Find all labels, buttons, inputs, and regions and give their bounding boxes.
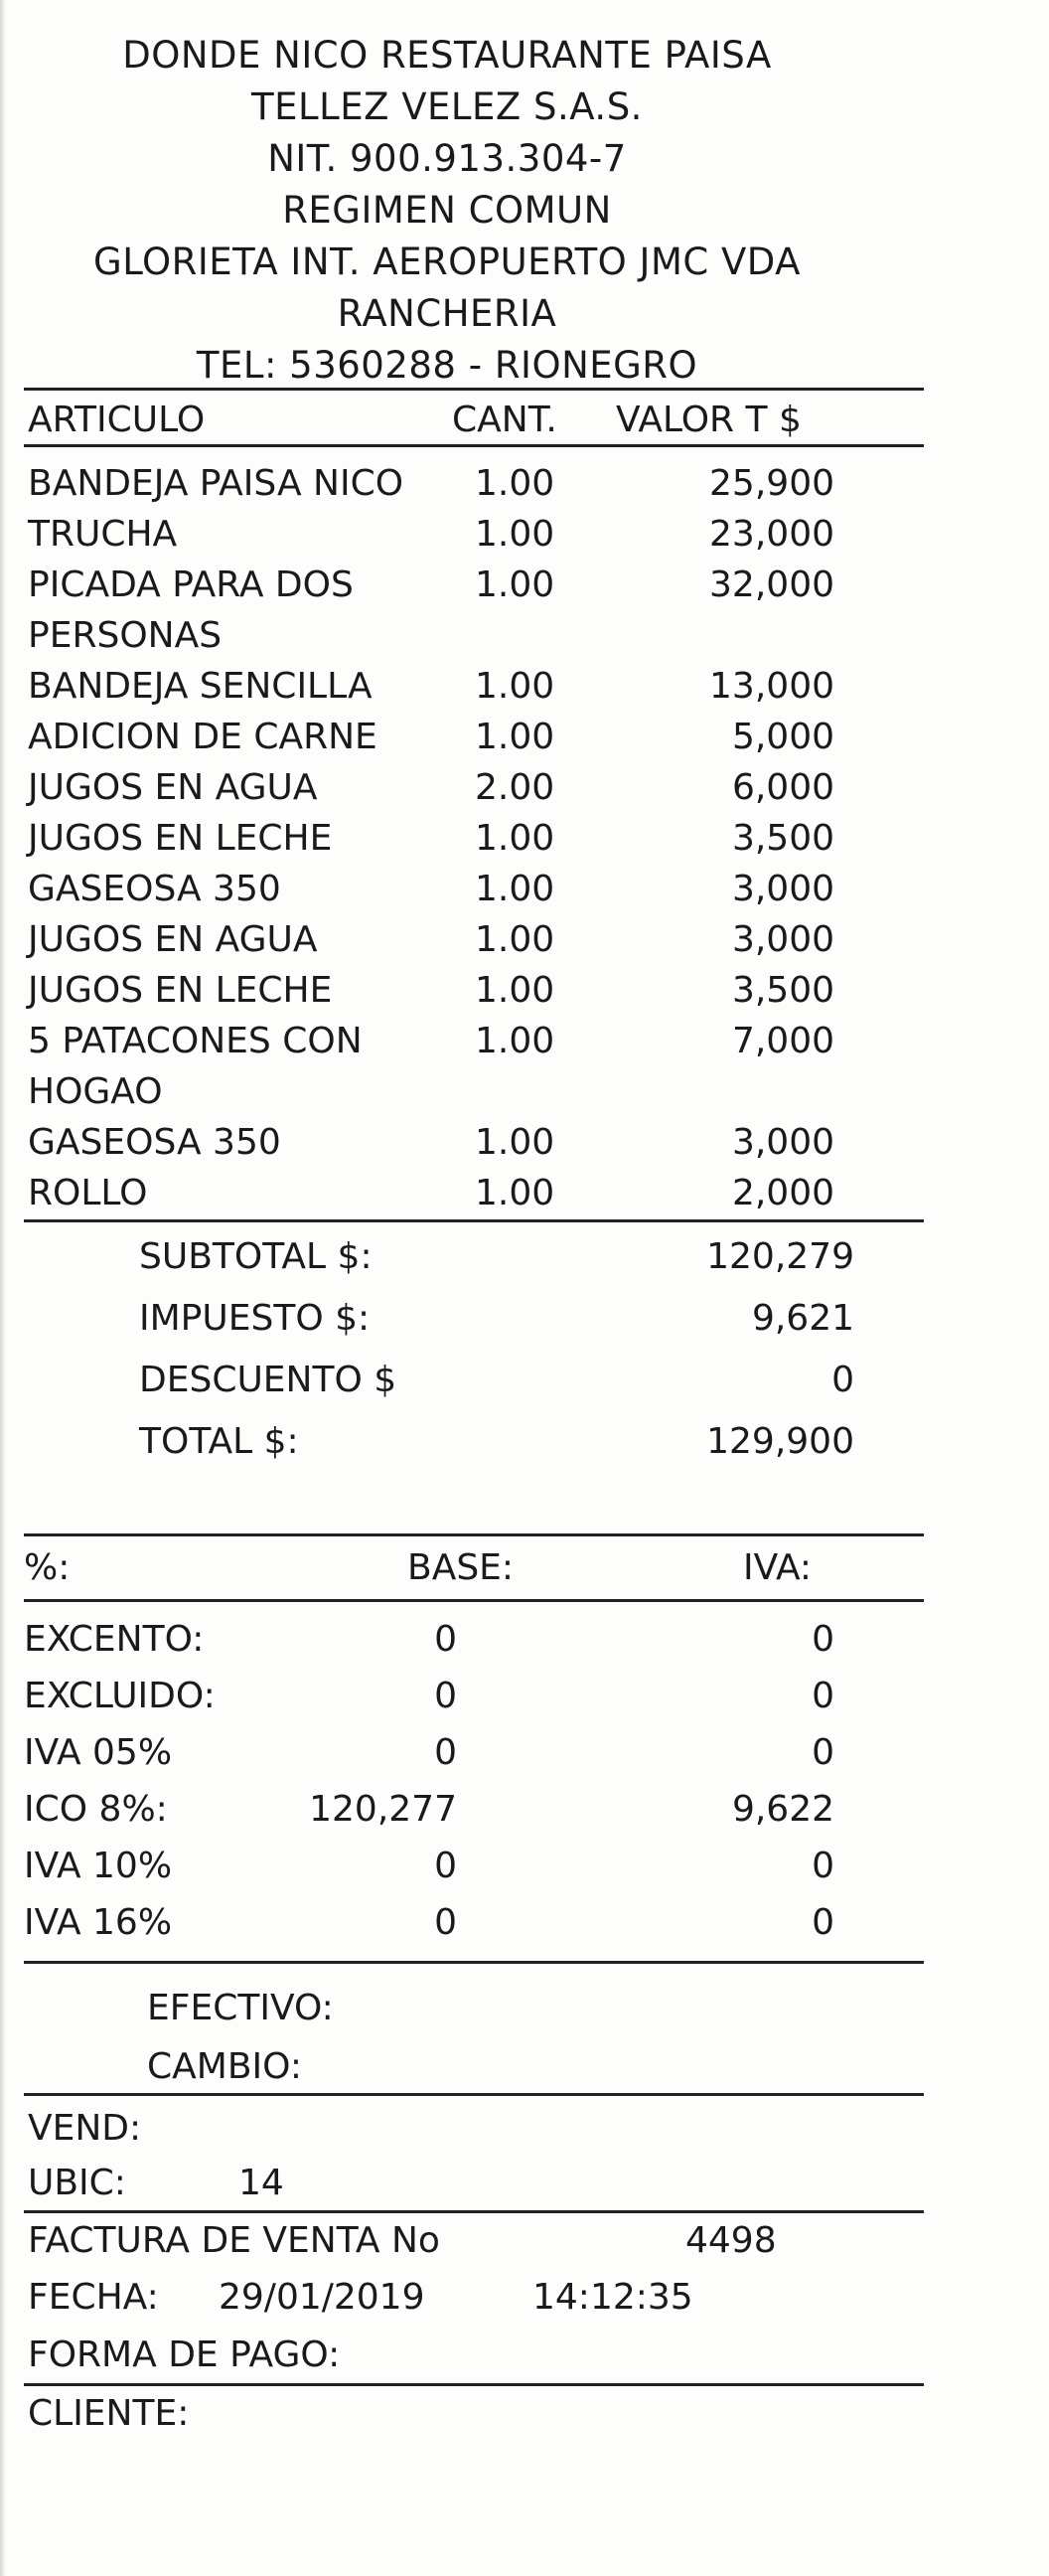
address-line-2: RANCHERIA [337,292,557,335]
item-value: 32,000 [709,564,834,605]
impuesto-label: IMPUESTO $: [139,1298,371,1339]
item-qty: 1.00 [475,970,555,1011]
vend-label: VEND: [28,2108,142,2149]
item-value: 5,000 [731,717,834,757]
item-qty: 1.00 [475,869,555,909]
tax-base: 0 [434,1732,457,1773]
column-header-cant: CANT. [452,400,557,440]
phone-city: TEL: 5360288 - RIONEGRO [196,344,698,387]
tax-base: 0 [434,1676,457,1716]
item-name: ADICION DE CARNE [28,717,377,757]
fecha-row [0,2273,954,2323]
tax-iva: 0 [812,1846,834,1886]
item-name: JUGOS EN AGUA [28,767,318,808]
tax-header-iva: IVA: [743,1547,813,1588]
tax-label: EXCENTO: [24,1619,205,1660]
item-value: 7,000 [731,1021,834,1061]
item-value: 3,500 [731,818,834,859]
item-value: 3,500 [731,970,834,1011]
tax-base: 0 [434,1619,457,1660]
item-value: 3,000 [731,919,834,960]
table-row [0,1785,954,1835]
vend-row [0,2104,954,2154]
tax-base: 0 [434,1846,457,1886]
item-qty: 1.00 [475,1173,555,1213]
total-row [0,1417,954,1467]
list-item [0,510,954,560]
forma-pago-row [0,2331,954,2380]
item-name: GASEOSA 350 [28,869,281,909]
tax-iva: 0 [812,1619,834,1660]
total-label: TOTAL $: [139,1421,299,1462]
tax-label: ICO 8%: [24,1789,168,1830]
item-name: 5 PATACONES CON [28,1021,363,1061]
item-name: PERSONAS [28,615,223,656]
list-item [0,814,954,864]
subtotal-row [0,1232,954,1282]
item-name: JUGOS EN LECHE [28,818,333,859]
descuento-row [0,1356,954,1405]
tax-base: 0 [434,1902,457,1943]
list-item [0,1017,954,1066]
tax-header [0,1543,954,1593]
item-qty: 2.00 [475,767,555,808]
fecha-time: 14:12:35 [532,2277,693,2318]
address-line-1: GLORIETA INT. AEROPUERTO JMC VDA [93,241,801,283]
factura-row [0,2216,954,2266]
column-header-articulo: ARTICULO [28,400,206,440]
item-name: JUGOS EN AGUA [28,919,318,960]
subtotal-label: SUBTOTAL $: [139,1236,373,1277]
divider [24,2093,924,2096]
item-qty: 1.00 [475,463,555,504]
list-item [0,611,954,661]
item-name: HOGAO [28,1071,163,1112]
table-row [0,1615,954,1665]
item-name: GASEOSA 350 [28,1122,281,1163]
column-header-valor: VALOR T $ [616,400,802,440]
ubic-row [0,2159,954,2208]
tax-label: IVA 10% [24,1846,173,1886]
descuento-value: 0 [831,1360,854,1400]
item-value: 6,000 [731,767,834,808]
efectivo-label: EFECTIVO: [147,1988,334,2028]
item-qty: 1.00 [475,666,555,707]
cliente-label: CLIENTE: [28,2393,190,2434]
item-qty: 1.00 [475,717,555,757]
divider [24,1961,924,1964]
item-qty: 1.00 [475,818,555,859]
list-item [0,662,954,712]
item-qty: 1.00 [475,1021,555,1061]
item-value: 25,900 [709,463,834,504]
list-item [0,865,954,914]
ubic-label: UBIC: [28,2163,126,2203]
item-qty: 1.00 [475,564,555,605]
cliente-row [0,2389,954,2439]
list-item [0,459,954,509]
impuesto-row [0,1294,954,1344]
ubic-value: 14 [238,2163,284,2203]
tax-iva: 0 [812,1902,834,1943]
list-item [0,1118,954,1168]
cambio-row [0,2042,954,2092]
item-name: BANDEJA SENCILLA [28,666,373,707]
list-item [0,966,954,1016]
item-name: TRUCHA [28,514,178,555]
list-item [0,1067,954,1117]
item-name: BANDEJA PAISA NICO [28,463,404,504]
item-name: ROLLO [28,1173,148,1213]
receipt-header [0,30,894,392]
items-header [0,396,954,445]
descuento-label: DESCUENTO $ [139,1360,397,1400]
item-qty: 1.00 [475,514,555,555]
divider [24,1533,924,1536]
divider [24,444,924,447]
table-row [0,1672,954,1721]
item-value: 3,000 [731,869,834,909]
fecha-date: 29/01/2019 [219,2277,425,2318]
list-item [0,763,954,813]
divider [24,1599,924,1602]
cambio-label: CAMBIO: [147,2046,302,2087]
tax-iva: 9,622 [731,1789,834,1830]
fecha-label: FECHA: [28,2277,159,2318]
tax-header-pct: %: [24,1547,71,1588]
item-value: 3,000 [731,1122,834,1163]
factura-number: 4498 [685,2220,777,2261]
impuesto-value: 9,621 [751,1298,854,1339]
tax-label: IVA 05% [24,1732,173,1773]
table-row [0,1842,954,1891]
divider [24,2210,924,2213]
tax-id: NIT. 900.913.304-7 [267,137,627,180]
efectivo-row [0,1984,954,2033]
tax-header-base: BASE: [407,1547,515,1588]
item-value: 23,000 [709,514,834,555]
list-item [0,561,954,610]
item-qty: 1.00 [475,1122,555,1163]
list-item [0,713,954,762]
tax-base: 120,277 [309,1789,457,1830]
item-qty: 1.00 [475,919,555,960]
list-item [0,915,954,965]
tax-label: EXCLUIDO: [24,1676,216,1716]
business-name: DONDE NICO RESTAURANTE PAISA [122,34,772,77]
list-item [0,1169,954,1218]
item-value: 13,000 [709,666,834,707]
table-row [0,1898,954,1948]
total-value: 129,900 [706,1421,854,1462]
factura-label: FACTURA DE VENTA No [28,2220,440,2261]
company-name: TELLEZ VELEZ S.A.S. [251,85,643,128]
tax-iva: 0 [812,1732,834,1773]
divider [24,1219,924,1222]
item-name: JUGOS EN LECHE [28,970,333,1011]
item-name: PICADA PARA DOS [28,564,354,605]
tax-iva: 0 [812,1676,834,1716]
subtotal-value: 120,279 [706,1236,854,1277]
forma-pago-label: FORMA DE PAGO: [28,2334,341,2375]
divider [24,2383,924,2386]
tax-label: IVA 16% [24,1902,173,1943]
item-value: 2,000 [731,1173,834,1213]
divider [24,388,924,391]
tax-regime: REGIMEN COMUN [282,189,612,232]
table-row [0,1728,954,1778]
